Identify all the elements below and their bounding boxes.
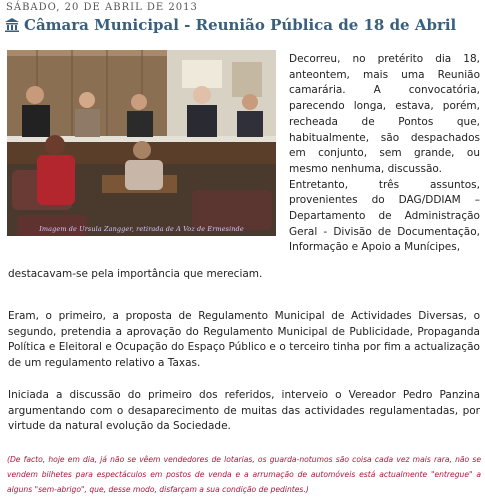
side-text: [289, 52, 480, 256]
paragraph-continuation-block: [8, 267, 480, 283]
paragraph-discussion-block: [8, 388, 480, 435]
paragraph-proposals-block: [8, 309, 480, 372]
post-title-row: [4, 14, 456, 36]
post-title-link[interactable]: Câmara Municipal - Reunião Pública de 18 de Abril: [24, 16, 457, 34]
photo-caption: Imagem de Ursula Zangger, retirada de A Voz de Ermesinde: [39, 225, 244, 233]
paragraph-intro: Decorreu, no pretérito dia 18, anteontem, mais uma Reunião camarária. A convocatória, parecendo longa, estava, porém, recheada de Pontos que, habitualmente, são despachados em conjunto, sem grande, ou mesmo nenhuma, discussão.: [289, 53, 480, 175]
note-text: (De facto, hoje em dia, já não se vêem vendedores de lotarias, os guarda-notumos são coisa cada vez mais rara, não se vendem bilhetes para espectáculos em postos de venda e a arrumação de automóveis está actualmente "entregue" a alguns "sem-abrigo", que, desse modo, disfarçam a sua condição de pedintes.): [7, 455, 481, 495]
paragraph-discussion: Iniciada a discussão do primeiro dos referidos, interveio o Vereador Pedro Panzina argumentando com o desaparecimento de muitas das actividades regulamentadas, por virtude da natural evolução da Sociedade.: [8, 389, 480, 433]
building-icon: [4, 17, 20, 33]
italic-note: [7, 452, 481, 498]
paragraph-continuation: destacavam-se pela importância que mereciam.: [8, 268, 263, 280]
post-date: SÁBADO, 20 DE ABRIL DE 2013: [6, 2, 198, 13]
paragraph-proposals: Eram, o primeiro, a proposta de Regulamento Municipal de Actividades Diversas, o segundo, pretendia a aprovação do Regulamento Municipal de Publicidade, Propaganda Política e Eleitoral e Ocupação do Espaço Público e o terceiro tinha por fim a actualização de um regulamento relativo a Taxas.: [8, 310, 480, 370]
meeting-photo: [7, 50, 276, 236]
meeting-photo-image: [7, 50, 276, 236]
paragraph-subjects: Entretanto, três assuntos, provenientes do DAG/DDIAM – Departamento de Administração Geral - Divisão de Documentação, Informação e Apoio a Munícipes,: [289, 178, 480, 254]
